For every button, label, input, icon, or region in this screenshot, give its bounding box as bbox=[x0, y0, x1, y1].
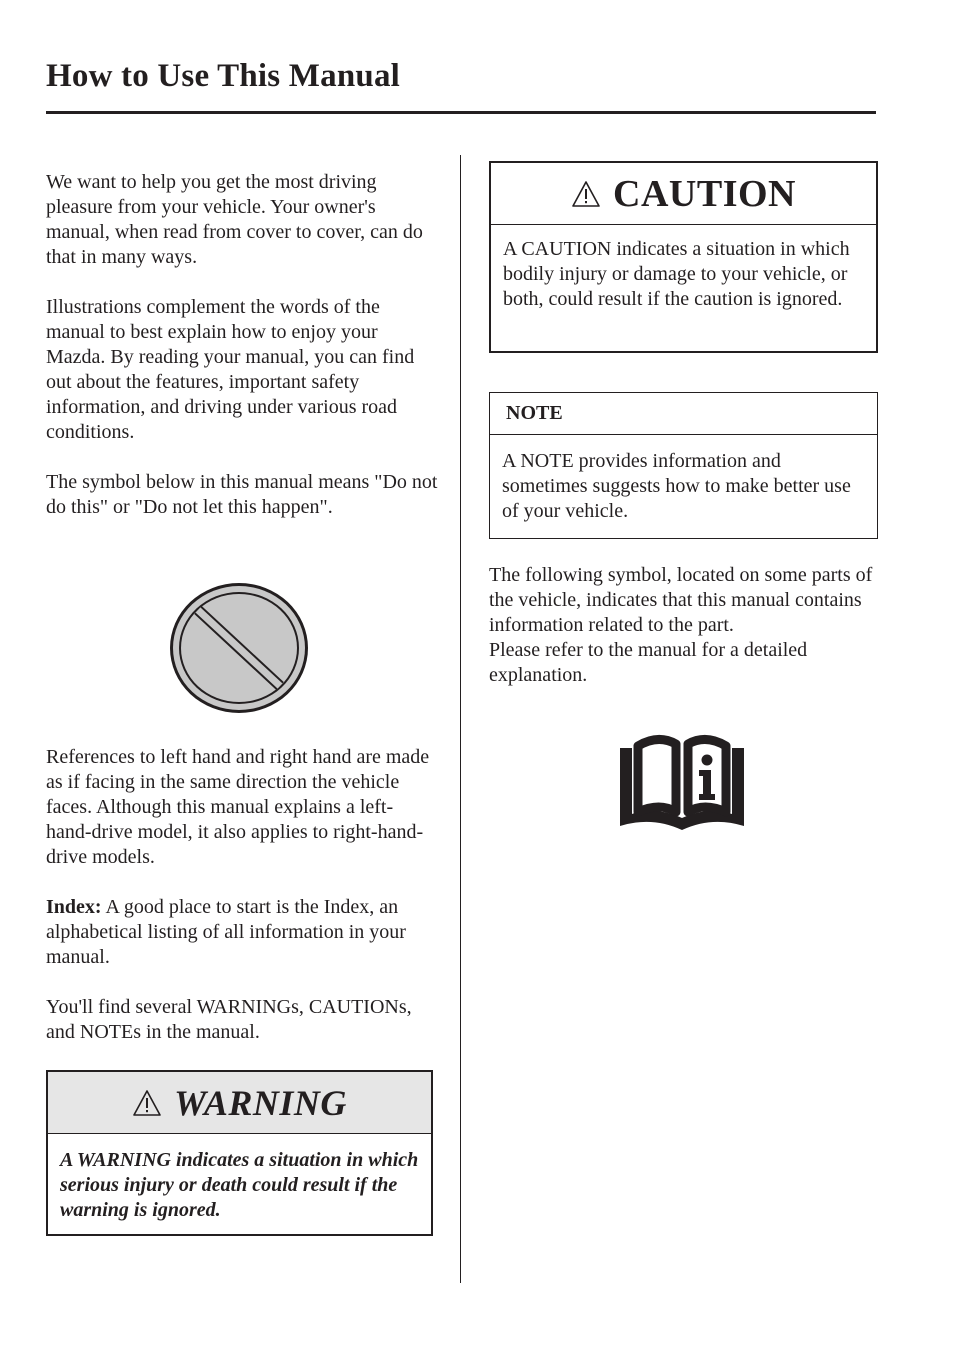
index-label: Index: bbox=[46, 896, 102, 918]
manual-info-icon bbox=[612, 734, 752, 834]
prohibition-icon bbox=[165, 578, 313, 718]
intro-paragraph: We want to help you get the most driving pleasure from your vehicle. Your owner's manual, when read from cover to cover, can do that in many ways. bbox=[46, 171, 423, 268]
note-title: NOTE bbox=[506, 402, 563, 424]
title-rule bbox=[46, 111, 876, 114]
caution-header bbox=[491, 163, 876, 225]
index-text: A good place to start is the Index, an alphabetical listing of all information in your manual. bbox=[46, 896, 406, 968]
index-paragraph bbox=[46, 895, 438, 970]
note-box bbox=[489, 392, 878, 539]
warning-header bbox=[48, 1072, 431, 1134]
note-header bbox=[490, 393, 877, 435]
left-right-paragraph: References to left hand and right hand are made as if facing in the same direction the vehicle faces. Although this manual explains a left-hand-drive model, it also applies to right-hand-drive models. bbox=[46, 746, 430, 868]
warnings-paragraph: You'll find several WARNINGs, CAUTIONs, and NOTEs in the manual. bbox=[46, 996, 412, 1043]
refer-manual-paragraph: Please refer to the manual for a detailed explanation. bbox=[489, 639, 808, 686]
warning-triangle-icon bbox=[132, 1089, 162, 1117]
symbol-location-paragraph: The following symbol, located on some parts of the vehicle, indicates that this manual contains information related to the part. bbox=[489, 564, 873, 636]
symbol-paragraph: The symbol below in this manual means "Do not do this" or "Do not let this happen". bbox=[46, 471, 438, 518]
illustrations-paragraph: Illustrations complement the words of the manual to best explain how to enjoy your Mazda. By reading your manual, you can find out about the features, important safety information, and driving under various road conditions. bbox=[46, 296, 415, 443]
page-title: How to Use This Manual bbox=[46, 58, 401, 94]
caution-body: A CAUTION indicates a situation in which bodily injury or damage to your vehicle, or both, could result if the caution is ignored. bbox=[503, 238, 850, 310]
column-divider bbox=[460, 155, 461, 1283]
caution-title: CAUTION bbox=[613, 172, 796, 215]
warning-title: WARNING bbox=[174, 1082, 347, 1123]
caution-triangle-icon bbox=[571, 180, 601, 208]
note-body: A NOTE provides information and sometimes suggests how to make better use of your vehicle. bbox=[502, 450, 851, 522]
warning-box bbox=[46, 1070, 433, 1236]
warning-body: A WARNING indicates a situation in which serious injury or death could result if the warning is ignored. bbox=[60, 1149, 419, 1221]
right-column bbox=[489, 563, 881, 713]
caution-box bbox=[489, 161, 878, 353]
